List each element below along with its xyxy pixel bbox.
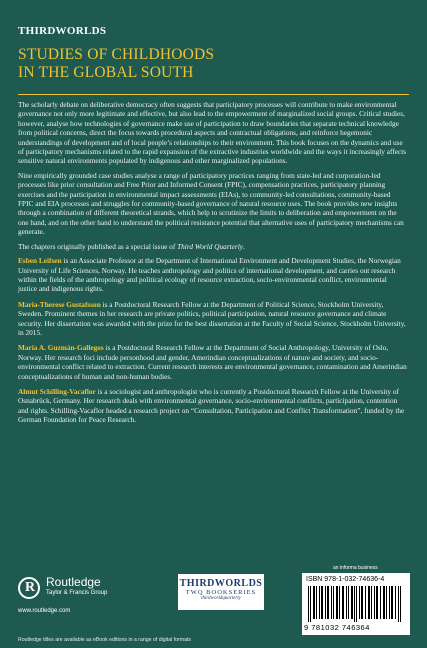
ebook-note: Routledge titles are available as eBook editions in a range of digital formats [18,637,192,643]
thirdworlds-series-logo [178,574,264,610]
author-name: Maria-Therese Gustafsson [18,299,101,309]
author-bio [18,343,407,381]
series-title-line1: STUDIES OF CHILDHOODS [18,46,215,63]
chapters-note-prefix: The chapters originally published as a special issue of [18,241,178,251]
series-title-line2: IN THE GLOBAL SOUTH [18,64,194,81]
author-bio-text: is a Postdoctoral Research Fellow at the Department of Social Anthropology, University of Oslo, Norway. Her research foci include personhood and gender, Amerindian conceptualizations of nature and society, and socio-environmental conflict related to extraction. Current research interests are environmental governance, contamination and Amerindian conceptualizations of human and non-human bodies. [18,343,407,381]
series-logo-line1: THIRDWORLDS [179,578,263,589]
publisher-group: Taylor & Francis Group [46,590,108,596]
routledge-logo [18,575,136,605]
author-bio-text: is an Associate Professor at the Department of International Environment and Development Studies, the Norwegian University of Life Sciences, Norway. He teaches anthropology and politics of international development, and carries out research within the fields of the anthropology and political ecology of resource extraction, socio-environmental conflict, environmental justice and indigenous rights. [18,256,401,294]
author-name: Almut Schilling-Vacaflor [18,386,96,396]
author-name: María A. Guzmán-Gallegos [18,343,104,353]
series-logo-line2: TWQ BOOKSERIES [185,589,257,596]
barcode-icon [306,586,406,622]
author-name: Esben Leifsen [18,256,62,266]
barcode-digits: 9 781032 746364 [304,623,370,632]
publisher-url: www.routledge.com [18,608,71,614]
back-cover-description [18,100,407,431]
author-bio [18,387,407,425]
informa-tagline: an informa business [333,565,378,571]
series-logo-line3: thirdworldquarterly [201,596,241,601]
routledge-r-icon [18,577,40,599]
isbn-text: ISBN 978-1-032-74636-4 [306,576,385,583]
journal-name: Third World Quarterly [177,241,244,251]
series-name: THIRDWORLDS [18,25,107,37]
chapters-note [18,242,407,251]
author-bio-text: is a Postdoctoral Research Fellow at the Department of Political Science, Stockholm University, Sweden. Prominent themes in her research are private politics, political participation, natural resource governance and climate security. Her dissertation was awarded with the prize for the best dissertation at the Faculty of Social Science, Stockholm University, in 2015. [18,299,406,337]
publisher-name: Routledge [46,575,101,589]
author-bio-text: is a sociologist and anthropologist who is currently a Postdoctoral Research Fellow at the University of Osnabrück, Germany. Her research deals with environmental governance, socio-environmental conflicts, participation, contention and rights. Schilling-Vacaflor headed a research project on “Consultation, Participation and Conflict Transformation”, funded by the German Foundation for Peace Research. [18,386,405,425]
description-paragraph-1: The scholarly debate on deliberative democracy often suggests that participatory processes will contribute to make environmental governance not only more legitimate and effective, but also lead to the empowerment of marginalized social groups. Critical studies, however, analyse how technologies of governance make use of participation to draw boundaries that separate technical knowledge from political concerns, direct the focus towards procedural aspects and contractual obligations, and reinforce hegemonic understandings of development and of local people’s relationships to their environment. This book focuses on the dynamics and use of participatory mechanisms related to the rapid expansion of the extractive industries worldwide and the ways it increasingly affects sensitive natural environments populated by indigenous and other marginalized populations. [18,100,407,166]
title-divider [18,94,409,95]
author-bio [18,256,407,294]
chapters-note-suffix: . [243,241,245,251]
description-paragraph-2: Nine empirically grounded case studies analyse a range of participatory practices ranging from state-led and corporation-led processes like prior consultation and Free Prior and Informed Consent (FPIC), compensation practices, participatory planning exercises and the participation in environmental impact assessments (EIAs), to community-led consultations, community-based FPIC and EIA processes and struggles for community-based governance of natural resource uses. The book provides new insights through a combination of different theoretical strands, which help to scrutinize the limits to deliberation and empowerment on the one hand, and on the other hand to understand the political resistance potential that alternative uses of participatory mechanisms can generate. [18,170,404,237]
barcode-box [302,573,410,635]
routledge-mark-letter: R [25,580,36,595]
series-title [18,46,214,82]
author-bio [18,300,407,338]
